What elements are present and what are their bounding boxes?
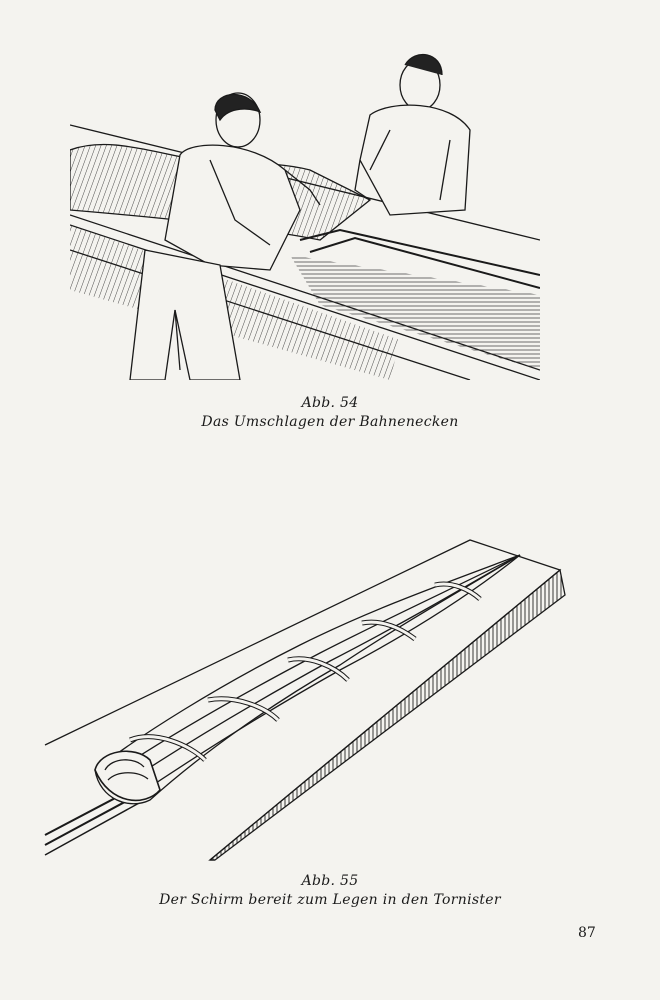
figure-54-illustration <box>70 40 540 380</box>
figure-55-caption: Der Schirm bereit zum Legen in den Tornister <box>159 892 501 908</box>
figure-54-caption-block <box>0 394 660 432</box>
figure-55-illustration <box>40 535 570 865</box>
page-number: 87 <box>578 925 596 941</box>
figure-55-label: Abb. 55 <box>301 873 359 889</box>
figure-54-label: Abb. 54 <box>301 395 359 411</box>
figure-54-caption: Das Umschlagen der Bahnenecken <box>201 414 459 430</box>
figure-55-caption-block <box>0 872 660 910</box>
